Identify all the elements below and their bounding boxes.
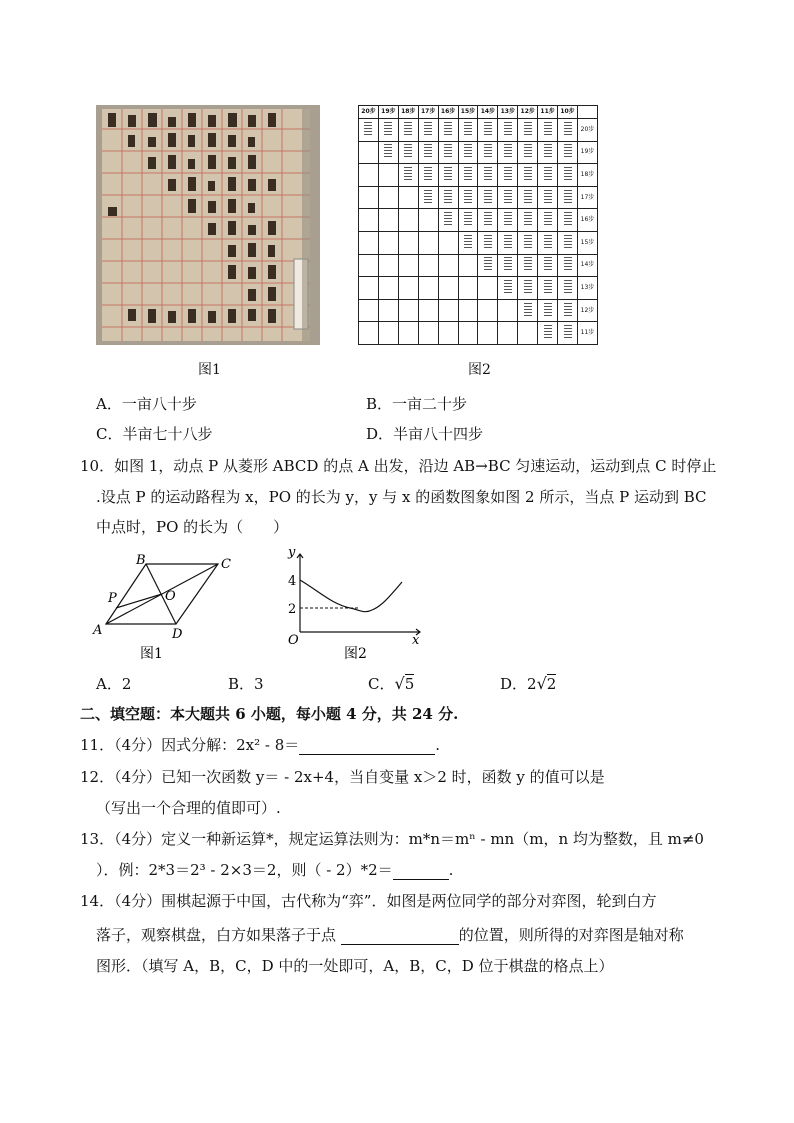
q10-option-c-label: C． <box>368 675 395 693</box>
tiny-cell-text <box>564 212 572 226</box>
table-cell <box>458 254 478 277</box>
table-cell <box>378 299 398 322</box>
table-cell <box>418 119 438 142</box>
table-cell <box>538 164 558 187</box>
tiny-cell-text <box>424 144 432 158</box>
table-cell <box>498 277 518 300</box>
table-cell <box>558 141 578 164</box>
table-cell <box>478 299 498 322</box>
table-row-label: 11步 <box>577 322 597 345</box>
tiny-cell-text <box>564 122 572 136</box>
tiny-cell-text <box>544 235 552 249</box>
table-cell <box>478 141 498 164</box>
sqrt-sign: √ <box>536 674 547 693</box>
table-cell <box>438 299 458 322</box>
tiny-cell-text <box>544 122 552 136</box>
tiny-cell-text <box>444 144 452 158</box>
tiny-cell-text <box>524 167 532 181</box>
q12-line1: 12．（4分）已知一次函数 y＝ - 2x+4，当自变量 x＞2 时，函数 y 的值可以是 <box>80 768 605 786</box>
table-cell <box>518 322 538 345</box>
tiny-cell-text <box>544 280 552 294</box>
table-cell <box>398 322 418 345</box>
table-cell <box>438 322 458 345</box>
table-header-cell: 11步 <box>538 106 558 119</box>
tiny-cell-text <box>384 144 392 158</box>
tiny-cell-text <box>484 167 492 181</box>
table-cell <box>518 164 538 187</box>
table-header-cell: 16步 <box>438 106 458 119</box>
tiny-cell-text <box>504 190 512 204</box>
table-cell <box>418 299 438 322</box>
tiny-cell-text <box>404 167 412 181</box>
fig2-caption: 图2 <box>468 362 491 378</box>
table-cell <box>498 299 518 322</box>
tiny-cell-text <box>524 190 532 204</box>
table-cell <box>359 254 379 277</box>
q11-answer-blank[interactable] <box>299 738 435 755</box>
table-corner-cell <box>577 106 597 119</box>
q13-suffix: . <box>448 861 454 879</box>
label-P: P <box>108 591 117 606</box>
table-cell <box>398 209 418 232</box>
table-cell <box>518 231 538 254</box>
tiny-cell-text <box>564 325 572 339</box>
table-cell <box>378 322 398 345</box>
tiny-cell-text <box>484 212 492 226</box>
tiny-cell-text <box>524 122 532 136</box>
table-cell <box>458 209 478 232</box>
table-cell <box>418 254 438 277</box>
table-cell <box>538 254 558 277</box>
tiny-cell-text <box>524 144 532 158</box>
table-cell <box>538 119 558 142</box>
table-cell <box>478 231 498 254</box>
function-graph <box>280 542 430 664</box>
table-header-cell: 17步 <box>418 106 438 119</box>
table-cell <box>398 277 418 300</box>
label-D: D <box>172 627 183 642</box>
tiny-cell-text <box>564 167 572 181</box>
q10-line3: 中点时，PO 的长为（ ） <box>96 518 289 536</box>
q9-option-c: C．半亩七十八步 <box>96 425 213 443</box>
label-B: B <box>136 553 146 568</box>
table-row-label: 16步 <box>577 209 597 232</box>
axis-label-x: x <box>412 633 420 648</box>
label-O: O <box>165 589 176 604</box>
table-cell <box>418 322 438 345</box>
table-cell <box>498 186 518 209</box>
table-cell <box>438 277 458 300</box>
q14-answer-blank[interactable] <box>341 928 459 945</box>
table-row-label: 12步 <box>577 299 597 322</box>
table-cell <box>458 164 478 187</box>
q9-option-a: A．一亩八十步 <box>96 395 197 413</box>
tiny-cell-text <box>544 190 552 204</box>
sqrt-coefficient: 2 <box>527 675 537 693</box>
transcription-grid <box>358 105 598 345</box>
tiny-cell-text <box>564 235 572 249</box>
table-cell <box>478 119 498 142</box>
table-cell <box>418 231 438 254</box>
table-cell <box>359 322 379 345</box>
tiny-cell-text <box>564 190 572 204</box>
table-cell <box>438 254 458 277</box>
table-cell <box>498 119 518 142</box>
tiny-cell-text <box>544 144 552 158</box>
q9-option-d: D．半亩八十四步 <box>366 425 484 443</box>
table-cell <box>398 231 418 254</box>
table-cell <box>458 299 478 322</box>
label-A: A <box>93 623 103 638</box>
tiny-cell-text <box>524 212 532 226</box>
table-header-cell: 14步 <box>478 106 498 119</box>
tiny-cell-text <box>564 144 572 158</box>
tiny-cell-text <box>464 122 472 136</box>
table-header-cell: 10步 <box>558 106 578 119</box>
tiny-cell-text <box>444 167 452 181</box>
table-cell <box>359 186 379 209</box>
table-cell <box>359 277 379 300</box>
table-cell <box>418 277 438 300</box>
tiny-cell-text <box>504 235 512 249</box>
axis-origin: O <box>288 633 299 648</box>
table-cell <box>438 231 458 254</box>
table-cell <box>478 164 498 187</box>
table-row <box>359 231 598 254</box>
table-cell <box>478 322 498 345</box>
table-cell <box>398 299 418 322</box>
table-row <box>359 141 598 164</box>
table-cell <box>378 231 398 254</box>
q11-text: 11．（4分）因式分解：2x² - 8＝ <box>80 736 300 754</box>
table-cell <box>359 119 379 142</box>
table-cell <box>418 164 438 187</box>
table-cell <box>458 231 478 254</box>
section-2-heading: 二、填空题：本大题共 6 小题，每小题 4 分，共 24 分. <box>80 705 459 723</box>
q14-line3: 图形．（填写 A，B，C，D 中的一处即可，A，B，C，D 位于棋盘的格点上） <box>96 957 614 975</box>
table-row <box>359 254 598 277</box>
table-cell <box>478 277 498 300</box>
tiny-cell-text <box>484 144 492 158</box>
table-row-label: 18步 <box>577 164 597 187</box>
table-row <box>359 322 598 345</box>
tiny-cell-text <box>424 190 432 204</box>
table-cell <box>518 254 538 277</box>
tiny-cell-text <box>524 257 532 271</box>
table-cell <box>398 141 418 164</box>
table-cell <box>558 277 578 300</box>
q10-option-b: B．3 <box>228 675 264 693</box>
tiny-cell-text <box>364 122 372 136</box>
table-header-cell: 19步 <box>378 106 398 119</box>
sqrt-radicand: 5 <box>404 675 415 693</box>
table-row <box>359 186 598 209</box>
table-cell <box>538 322 558 345</box>
q13-text: ）．例：2*3＝2³ - 2×3＝2，则（ - 2）*2＝ <box>96 861 393 879</box>
q14-line2 <box>96 925 684 945</box>
table-cell <box>359 231 379 254</box>
q14-line1: 14．（4分）围棋起源于中国，古代称为“弈”．如图是两位同学的部分对弈图，轮到白方 <box>80 892 657 910</box>
tiny-cell-text <box>524 235 532 249</box>
table-cell <box>498 231 518 254</box>
table-cell <box>478 186 498 209</box>
q14-text: 落子，观察棋盘，白方如果落子于点 <box>96 926 341 944</box>
table-row <box>359 119 598 142</box>
q10-line2: .设点 P 的运动路程为 x，PO 的长为 y，y 与 x 的函数图象如图 2 所示，当点 P 运动到 BC <box>96 488 707 506</box>
table-cell <box>438 209 458 232</box>
table-row-label: 19步 <box>577 141 597 164</box>
table-cell <box>378 164 398 187</box>
q11 <box>80 735 440 755</box>
tiny-cell-text <box>464 212 472 226</box>
tiny-cell-text <box>524 303 532 317</box>
table-cell <box>518 186 538 209</box>
table-row-label: 15步 <box>577 231 597 254</box>
q10-line1: 10．如图 1，动点 P 从菱形 ABCD 的点 A 出发，沿边 AB→BC 匀速运动，运动到点 C 时停止 <box>80 457 717 475</box>
q10-option-a: A．2 <box>96 675 132 693</box>
table-cell <box>498 164 518 187</box>
table-row-label: 17步 <box>577 186 597 209</box>
tiny-cell-text <box>464 144 472 158</box>
tiny-cell-text <box>444 122 452 136</box>
table-cell <box>538 277 558 300</box>
tiny-cell-text <box>484 122 492 136</box>
q14-text-cont: 的位置，则所得的对弈图是轴对称 <box>458 926 684 944</box>
q10-option-d <box>500 674 556 694</box>
ancient-document-photo <box>96 105 320 345</box>
tiny-cell-text <box>484 257 492 271</box>
table-cell <box>378 254 398 277</box>
table-cell <box>498 254 518 277</box>
table-cell <box>398 254 418 277</box>
tiny-cell-text <box>464 167 472 181</box>
tiny-cell-text <box>504 212 512 226</box>
tiny-cell-text <box>484 190 492 204</box>
tiny-cell-text <box>464 190 472 204</box>
table-cell <box>438 141 458 164</box>
table-cell <box>378 119 398 142</box>
table-cell <box>478 209 498 232</box>
tiny-cell-text <box>544 257 552 271</box>
table-cell <box>359 141 379 164</box>
table-cell <box>518 119 538 142</box>
table-header-cell: 20步 <box>359 106 379 119</box>
table-cell <box>498 141 518 164</box>
table-cell <box>458 322 478 345</box>
tiny-cell-text <box>564 280 572 294</box>
table-row-label: 13步 <box>577 277 597 300</box>
table-cell <box>498 322 518 345</box>
table-row <box>359 209 598 232</box>
table-cell <box>478 254 498 277</box>
table-cell <box>398 119 418 142</box>
table-cell <box>558 254 578 277</box>
table-cell <box>438 119 458 142</box>
table-cell <box>558 209 578 232</box>
table-cell <box>458 141 478 164</box>
q11-suffix: . <box>435 736 441 754</box>
table-cell <box>538 299 558 322</box>
tick-2: 2 <box>288 602 297 617</box>
tiny-cell-text <box>544 325 552 339</box>
table-cell <box>538 231 558 254</box>
axis-label-y: y <box>288 545 296 560</box>
table-cell <box>518 277 538 300</box>
table-cell <box>458 277 478 300</box>
table-cell <box>378 277 398 300</box>
tiny-cell-text <box>564 303 572 317</box>
table-cell <box>538 186 558 209</box>
table-cell <box>398 186 418 209</box>
table-cell <box>518 299 538 322</box>
table-cell <box>558 299 578 322</box>
table-header-cell: 12步 <box>518 106 538 119</box>
tick-4: 4 <box>288 574 297 589</box>
q12-line2: （写出一个合理的值即可）. <box>96 799 281 817</box>
q13-line2 <box>96 860 453 880</box>
table-cell <box>398 164 418 187</box>
table-cell <box>378 141 398 164</box>
photo-paper <box>102 109 310 341</box>
q10-option-c <box>368 674 414 694</box>
tiny-cell-text <box>504 280 512 294</box>
q13-line1: 13．（4分）定义一种新运算*，规定运算法则为：m*n＝mⁿ - mn（m，n 均为整数，且 m≠0 <box>80 830 704 848</box>
table-header-cell: 15步 <box>458 106 478 119</box>
sqrt-sign: √ <box>394 674 405 693</box>
rhombus-figure <box>88 550 248 660</box>
q13-answer-blank[interactable] <box>393 863 449 880</box>
table-cell <box>558 119 578 142</box>
table-cell <box>458 186 478 209</box>
q9-option-b: B．一亩二十步 <box>366 395 468 413</box>
tiny-cell-text <box>444 190 452 204</box>
tiny-cell-text <box>464 235 472 249</box>
tiny-cell-text <box>404 122 412 136</box>
tiny-cell-text <box>484 235 492 249</box>
table-cell <box>359 209 379 232</box>
table-header-cell: 13步 <box>498 106 518 119</box>
sqrt-radicand: 2 <box>546 675 557 693</box>
table-header-cell: 18步 <box>398 106 418 119</box>
table-cell <box>418 186 438 209</box>
transcription-table <box>358 105 598 345</box>
tiny-cell-text <box>524 280 532 294</box>
tiny-cell-text <box>424 167 432 181</box>
table-header-row <box>359 106 598 119</box>
table-cell <box>518 141 538 164</box>
tiny-cell-text <box>504 122 512 136</box>
table-cell <box>378 186 398 209</box>
table-cell <box>498 209 518 232</box>
tiny-cell-text <box>564 257 572 271</box>
table-cell <box>458 119 478 142</box>
label-C: C <box>221 557 231 572</box>
table-cell <box>359 164 379 187</box>
table-row <box>359 277 598 300</box>
tiny-cell-text <box>544 167 552 181</box>
table-cell <box>359 299 379 322</box>
tiny-cell-text <box>404 144 412 158</box>
fig1-caption: 图1 <box>198 362 221 378</box>
table-row <box>359 299 598 322</box>
tiny-cell-text <box>444 212 452 226</box>
table-cell <box>418 209 438 232</box>
table-cell <box>438 164 458 187</box>
table-cell <box>438 186 458 209</box>
tiny-cell-text <box>504 144 512 158</box>
table-cell <box>558 322 578 345</box>
table-row <box>359 164 598 187</box>
table-cell <box>558 186 578 209</box>
table-cell <box>558 231 578 254</box>
table-cell <box>538 209 558 232</box>
q10-fig2-caption: 图2 <box>344 646 367 662</box>
table-cell <box>538 141 558 164</box>
q10-option-d-label: D． <box>500 675 528 693</box>
table-cell <box>558 164 578 187</box>
table-cell <box>518 209 538 232</box>
table-row-label: 20步 <box>577 119 597 142</box>
tiny-cell-text <box>504 167 512 181</box>
tiny-cell-text <box>504 257 512 271</box>
tiny-cell-text <box>384 122 392 136</box>
tiny-cell-text <box>544 212 552 226</box>
tiny-cell-text <box>544 303 552 317</box>
table-cell <box>418 141 438 164</box>
table-cell <box>378 209 398 232</box>
tiny-cell-text <box>424 122 432 136</box>
q10-fig1-caption: 图1 <box>140 646 163 660</box>
table-row-label: 14步 <box>577 254 597 277</box>
photo-grid-lines <box>102 109 310 341</box>
